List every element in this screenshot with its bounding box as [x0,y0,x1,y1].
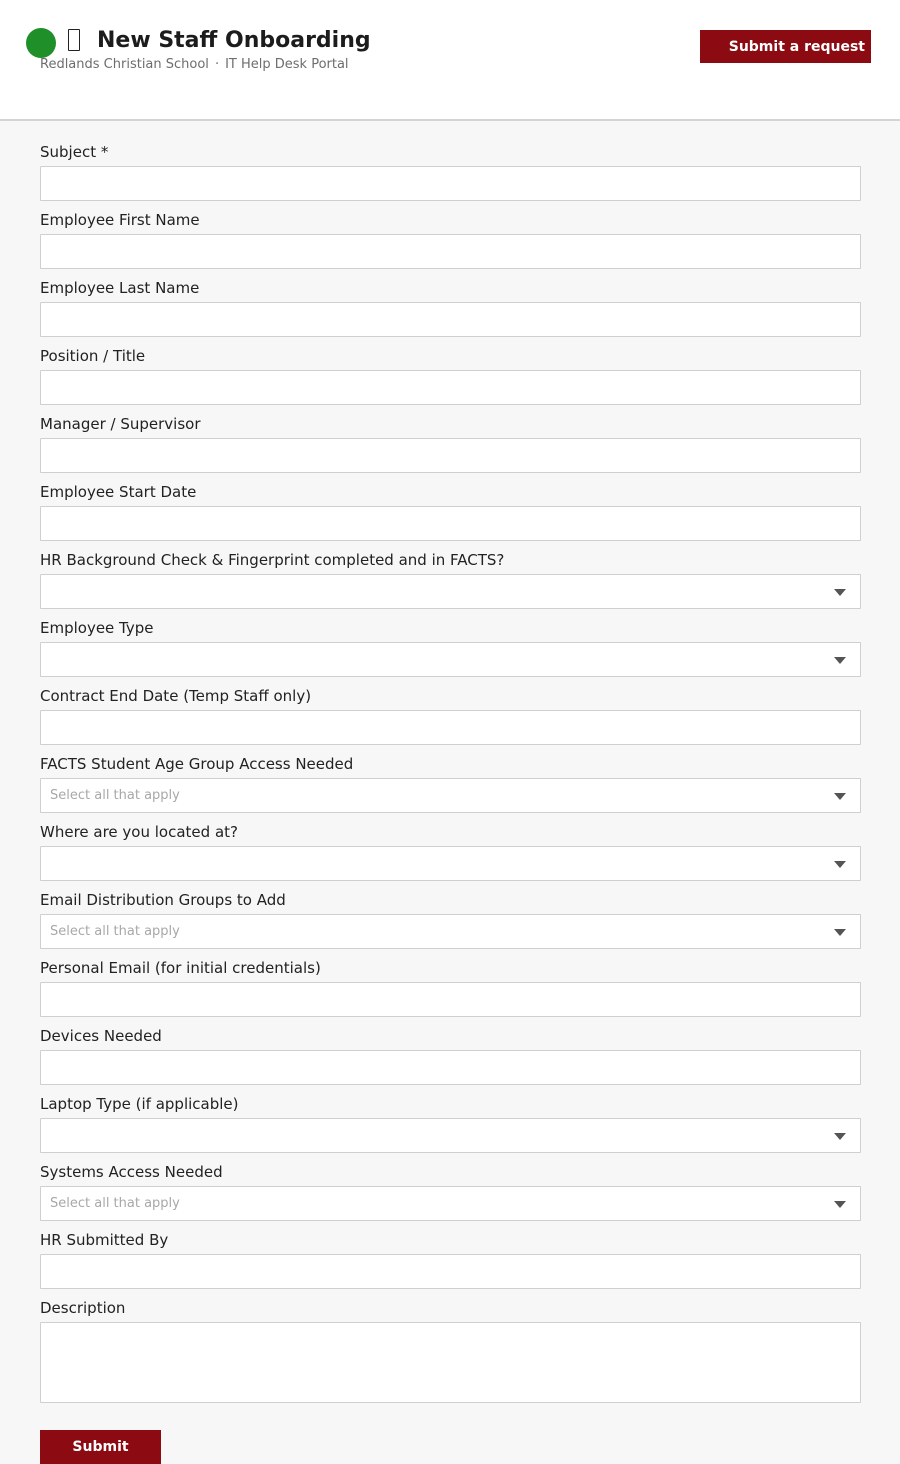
start-date-field [40,481,861,549]
location-label: Where are you located at? [40,823,238,841]
devices-field [40,1025,861,1093]
email-groups-multiselect[interactable] [40,914,861,949]
onboarding-form [40,141,861,1403]
chevron-down-icon [834,657,846,664]
chevron-down-icon [834,861,846,868]
portal-link[interactable]: IT Help Desk Portal [225,57,349,72]
laptop-type-select[interactable] [40,1118,861,1153]
chevron-down-icon [834,793,846,800]
submit-request-button[interactable]: Submit a request [700,30,871,63]
employee-type-select[interactable] [40,642,861,677]
facts-access-field [40,753,861,821]
chevron-down-icon [834,929,846,936]
personal-email-input[interactable] [40,982,861,1017]
manager-label: Manager / Supervisor [40,415,201,433]
organization-link[interactable]: Redlands Christian School [40,57,209,72]
devices-input[interactable] [40,1050,861,1085]
systems-access-label: Systems Access Needed [40,1163,223,1181]
first-name-field [40,209,861,277]
employee-type-label: Employee Type [40,619,154,637]
employee-type-field [40,617,861,685]
background-check-select[interactable] [40,574,861,609]
systems-access-multiselect[interactable] [40,1186,861,1221]
description-textarea[interactable] [40,1322,861,1403]
location-field [40,821,861,889]
laptop-type-label: Laptop Type (if applicable) [40,1095,239,1113]
breadcrumb [40,56,349,74]
chevron-down-icon [834,589,846,596]
devices-label: Devices Needed [40,1027,162,1045]
background-check-field [40,549,861,617]
contract-end-field [40,685,861,753]
missing-glyph-icon [68,29,80,51]
subject-field [40,141,861,209]
systems-access-placeholder: Select all that apply [50,1196,180,1211]
email-groups-field [40,889,861,957]
submit-button[interactable]: Submit [40,1430,161,1464]
last-name-input[interactable] [40,302,861,337]
description-field [40,1297,861,1403]
start-date-label: Employee Start Date [40,483,197,501]
location-select[interactable] [40,846,861,881]
personal-email-field [40,957,861,1025]
status-dot-icon [26,28,56,58]
description-label: Description [40,1299,126,1317]
personal-email-label: Personal Email (for initial credentials) [40,959,321,977]
hr-submitted-by-field [40,1229,861,1297]
email-groups-label: Email Distribution Groups to Add [40,891,286,909]
first-name-input[interactable] [40,234,861,269]
subject-input[interactable] [40,166,861,201]
email-groups-placeholder: Select all that apply [50,924,180,939]
facts-access-placeholder: Select all that apply [50,788,180,803]
last-name-label: Employee Last Name [40,279,200,297]
background-check-label: HR Background Check & Fingerprint completed and in FACTS? [40,551,505,569]
last-name-field [40,277,861,345]
chevron-down-icon [834,1133,846,1140]
page-title: New Staff Onboarding [97,28,371,53]
systems-access-field [40,1161,861,1229]
manager-field [40,413,861,481]
position-input[interactable] [40,370,861,405]
contract-end-label: Contract End Date (Temp Staff only) [40,687,312,705]
hr-submitted-by-input[interactable] [40,1254,861,1289]
first-name-label: Employee First Name [40,211,200,229]
facts-access-multiselect[interactable] [40,778,861,813]
position-label: Position / Title [40,347,146,365]
subject-label: Subject * [40,143,109,161]
chevron-down-icon [834,1201,846,1208]
position-field [40,345,861,413]
manager-input[interactable] [40,438,861,473]
laptop-type-field [40,1093,861,1161]
contract-end-input[interactable] [40,710,861,745]
breadcrumb-separator: · [214,57,220,72]
start-date-input[interactable] [40,506,861,541]
page-header [0,0,900,121]
facts-access-label: FACTS Student Age Group Access Needed [40,755,354,773]
hr-submitted-by-label: HR Submitted By [40,1231,169,1249]
